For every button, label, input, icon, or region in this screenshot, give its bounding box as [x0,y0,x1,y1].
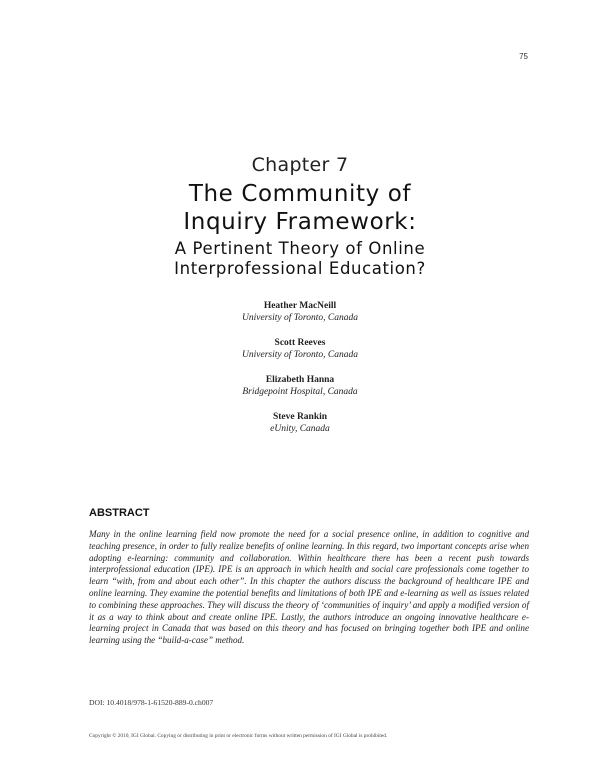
doi-line: DOI: 10.4018/978-1-61520-889-0.ch007 [89,698,214,707]
author-block [0,411,600,448]
page-number: 75 [519,52,528,61]
copyright-notice: Copyright © 2010, IGI Global. Copying or distributing in print or electronic forms without written permission of IGI Global is prohibited. [89,733,388,739]
author-affiliation: University of Toronto, Canada [242,350,358,360]
author-name: Elizabeth Hanna [265,375,335,385]
author-name: Heather MacNeill [263,301,337,311]
author-affiliation: eUnity, Canada [270,424,330,434]
abstract-body: Many in the online learning field now promote the need for a social presence online, in addition to cognitive and teaching presence, in order to fully realize benefits of online learning. In this regard, two important concepts arise when adopting e-learning: community and collaboration. Within healthcare there has been a recent push towards interprofessional education (IPE). IPE is an approach in which health and social care professionals come together to learn “with, from and about each other”. In this chapter the authors discuss the background of healthcare IPE and online learning. They examine the potential benefits and limitations of both IPE and e-learning as well as issues related to combining these approaches. They will discuss the theory of ‘communities of inquiry’ and apply a modified version of it as a way to think about and create online IPE. Lastly, the authors introduce an ongoing innovative healthcare e-learning project in Canada that was based on this theory and has focused on bringing together both IPE and online learning using the “build-a-case” method. [89,529,529,646]
author-block [0,337,600,374]
chapter-title-line: The Community of [188,181,412,207]
author-affiliation: Bridgepoint Hospital, Canada [242,387,358,397]
author-list [0,300,600,448]
chapter-title [0,180,600,236]
author-block [0,374,600,411]
author-name: Scott Reeves [274,338,326,348]
abstract-heading: ABSTRACT [89,507,150,519]
chapter-label: Chapter 7 [251,154,349,176]
author-name: Steve Rankin [272,412,328,422]
chapter-subtitle-line: Interprofessional Education? [174,259,426,278]
chapter-title-line: Inquiry Framework: [183,209,417,235]
author-block [0,300,600,337]
author-affiliation: University of Toronto, Canada [242,313,358,323]
chapter-subtitle [0,239,600,279]
chapter-subtitle-line: A Pertinent Theory of Online [174,239,426,258]
